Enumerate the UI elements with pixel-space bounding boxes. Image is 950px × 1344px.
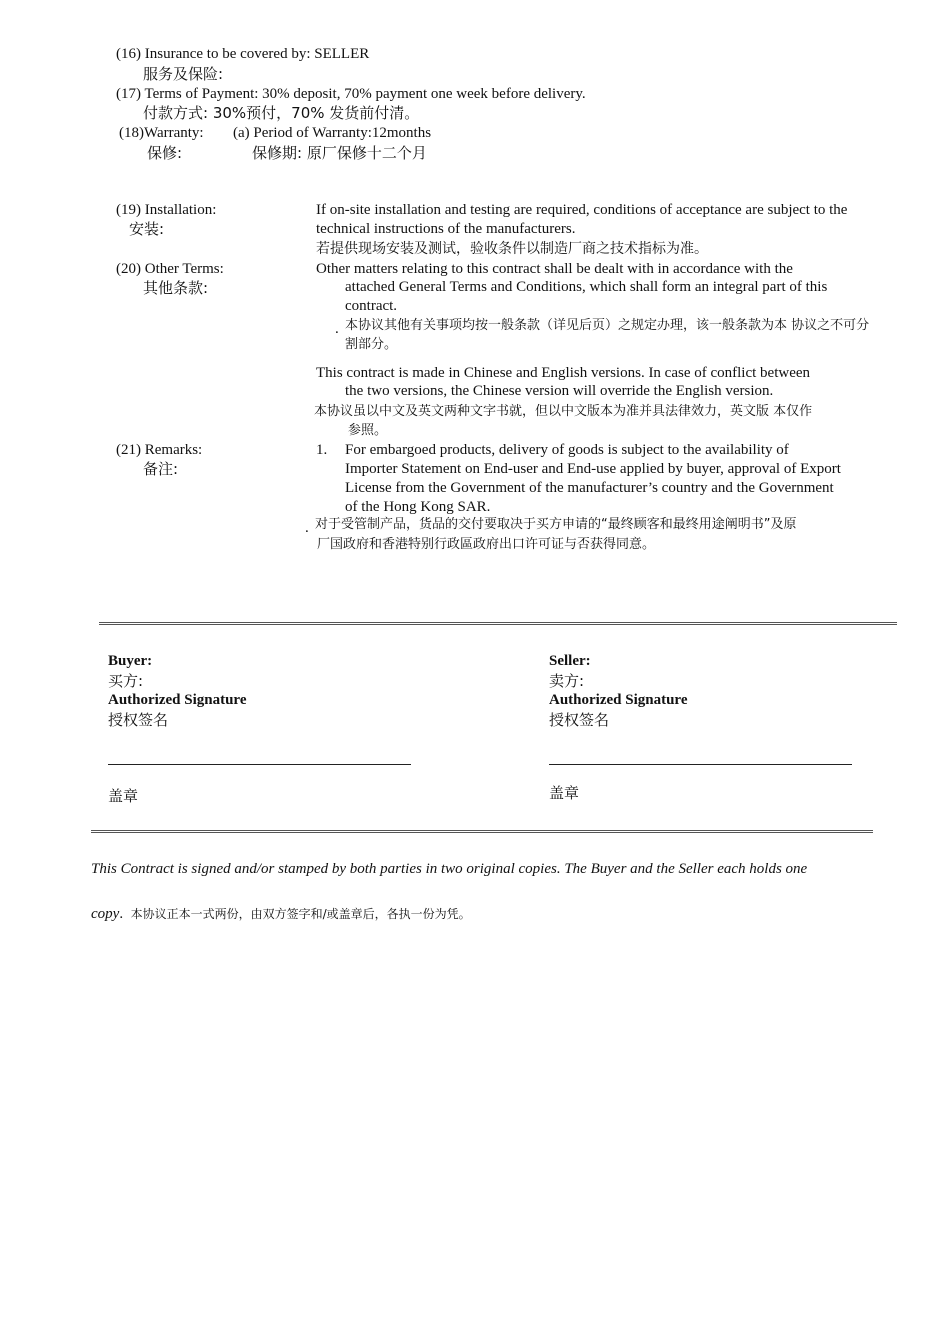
versions-clause-cn-first-line: 本协议虽以中文及英文两种文字书就，但以中文版本为准并具法律效力，英文版 本仅作 xyxy=(314,404,813,419)
seller-authorized-signature-label-cn: 授权签名 xyxy=(549,711,610,729)
remarks-text-cn-line1: 对于受管制产品，货品的交付要取决于买方申请的“最终顾客和最终用途阐明书”及原 xyxy=(315,517,797,532)
buyer-authorized-signature-label: Authorized Signature xyxy=(108,692,247,708)
remarks-item-text: For embargoed products, delivery of goods is subject to the availability of Importer Statement on End-user and End-use applied by buyer, approval of Export License from the Government of the manufacturer’s country and the Government of the Hong Kong SAR. xyxy=(345,442,841,515)
installation-label-cn: 安装: xyxy=(129,220,165,238)
other-terms-label: (20) Other Terms: xyxy=(116,261,224,277)
buyer-signature-line xyxy=(108,764,411,765)
footer-note-period: . xyxy=(119,906,127,922)
other-terms-label-cn: 其他条款: xyxy=(143,279,209,297)
warranty-period-cn: 保修期: 原厂保修十二个月 xyxy=(252,144,427,162)
versions-clause-cn-rest: 参照。 xyxy=(348,423,388,438)
remarks-label-cn: 备注: xyxy=(143,460,179,478)
installation-text-cn: 若提供现场安装及测试，验收条件以制造厂商之技术指标为准。 xyxy=(316,241,708,257)
buyer-stamp-label: 盖章 xyxy=(108,787,139,805)
signature-bottom-divider xyxy=(91,830,873,833)
versions-clause-first-line: This contract is made in Chinese and English versions. In case of conflict between xyxy=(316,365,811,381)
seller-stamp-label: 盖章 xyxy=(549,784,580,802)
signature-top-divider xyxy=(99,622,897,625)
warranty-label-cn: 保修: xyxy=(147,144,183,162)
buyer-title: Buyer: xyxy=(108,653,153,669)
warranty-label: (18)Warranty: xyxy=(119,125,204,141)
seller-title: Seller: xyxy=(549,653,591,669)
installation-text: If on-site installation and testing are required, conditions of acceptance are subject to the technical instructions of the manufacturers. xyxy=(316,202,848,237)
seller-signature-line xyxy=(549,764,852,765)
remarks-label: (21) Remarks: xyxy=(116,442,203,458)
payment-terms-cn: 付款方式: 30%预付，70% 发货前付清。 xyxy=(143,104,420,122)
installation-label: (19) Installation: xyxy=(116,202,217,218)
footer-note-line2 xyxy=(91,905,471,924)
seller-authorized-signature-label: Authorized Signature xyxy=(549,692,688,708)
other-terms-cn-bullet: . xyxy=(335,321,339,337)
remarks-cn-bullet: . xyxy=(305,520,309,536)
other-terms-text-first-line: Other matters relating to this contract shall be dealt with in accordance with the xyxy=(316,261,793,277)
payment-terms: (17) Terms of Payment: 30% deposit, 70% payment one week before delivery. xyxy=(116,86,586,102)
other-terms-text-cn: 本协议其他有关事项均按一般条款（详见后页）之规定办理，该一般条款为本 协议之不可分割部分。 xyxy=(345,318,870,352)
remarks-item-number: 1. xyxy=(316,442,328,458)
seller-title-cn: 卖方: xyxy=(549,672,585,690)
other-terms-text: attached General Terms and Conditions, which shall form an integral part of this contract. xyxy=(345,279,828,314)
warranty-period: (a) Period of Warranty:12months xyxy=(233,125,432,141)
buyer-authorized-signature-label-cn: 授权签名 xyxy=(108,711,169,729)
versions-clause-rest: the two versions, the Chinese version will override the English version. xyxy=(345,383,774,399)
buyer-title-cn: 买方: xyxy=(108,672,144,690)
footer-note-line1: This Contract is signed and/or stamped by both parties in two original copies. The Buyer and the Seller each holds one xyxy=(91,861,808,877)
insurance-label-cn: 服务及保险: xyxy=(143,65,224,83)
remarks-text-cn-line2: 厂国政府和香港特别行政區政府出口许可证与否获得同意。 xyxy=(317,537,656,552)
insurance-label: (16) Insurance to be covered by: SELLER xyxy=(116,46,370,62)
footer-note-copy: copy xyxy=(91,906,120,922)
footer-note-cn: 本协议正本一式两份，由双方签字和/或盖章后，各执一份为凭。 xyxy=(130,907,471,921)
